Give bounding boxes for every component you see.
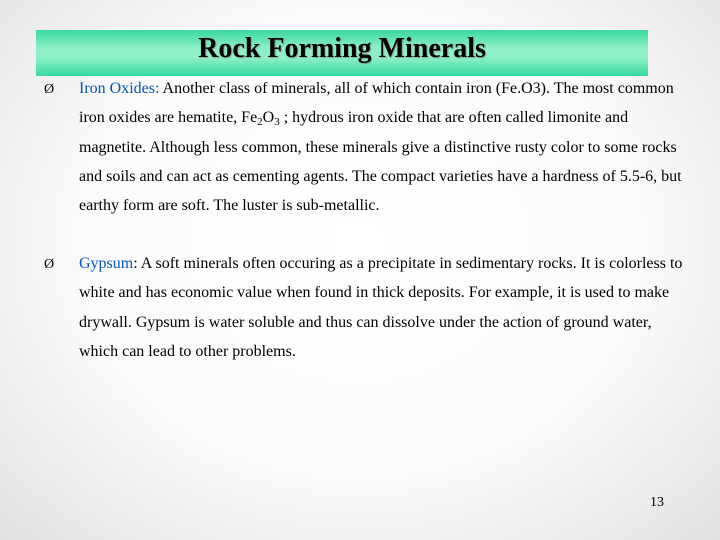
title-bar: [36, 30, 648, 76]
iron-oxides-sub-2: 3: [274, 116, 280, 129]
term-iron-oxides: Iron Oxides:: [79, 80, 160, 97]
iron-oxides-text-2: O: [262, 109, 275, 127]
bullet-marker-gypsum: Ø: [44, 257, 55, 272]
paragraph-gypsum: [79, 249, 691, 366]
paragraph-iron-oxides: [79, 74, 691, 220]
iron-oxides-text-1: Another class of minerals, all of which contain iron (Fe.O3). The most common iron oxides are hematite, Fe: [79, 80, 674, 127]
slide-number: 13: [650, 495, 664, 510]
iron-oxides-sub-1: 2: [257, 116, 263, 129]
bullet-marker-iron-oxides: Ø: [44, 82, 55, 97]
slide-title: Rock Forming Minerals: [198, 33, 486, 64]
iron-oxides-text-3: ; hydrous iron oxide that are often called limonite and magnetite. Although less common, these minerals give a distinctive rusty color to some rocks and soils and can act as cementing agents. The compact varieties have a hardness of 5.5-6, but earthy form are soft. The luster is sub-metallic.: [79, 109, 682, 215]
gypsum-text-1: : A soft minerals often occuring as a precipitate in sedimentary rocks. It is colorless to white and has economic value when found in thick deposits. For example, it is used to make drywall. Gypsum is water soluble and thus can dissolve under the action of ground water, which can lead to other problems.: [79, 255, 683, 360]
term-gypsum: Gypsum: [79, 255, 134, 272]
